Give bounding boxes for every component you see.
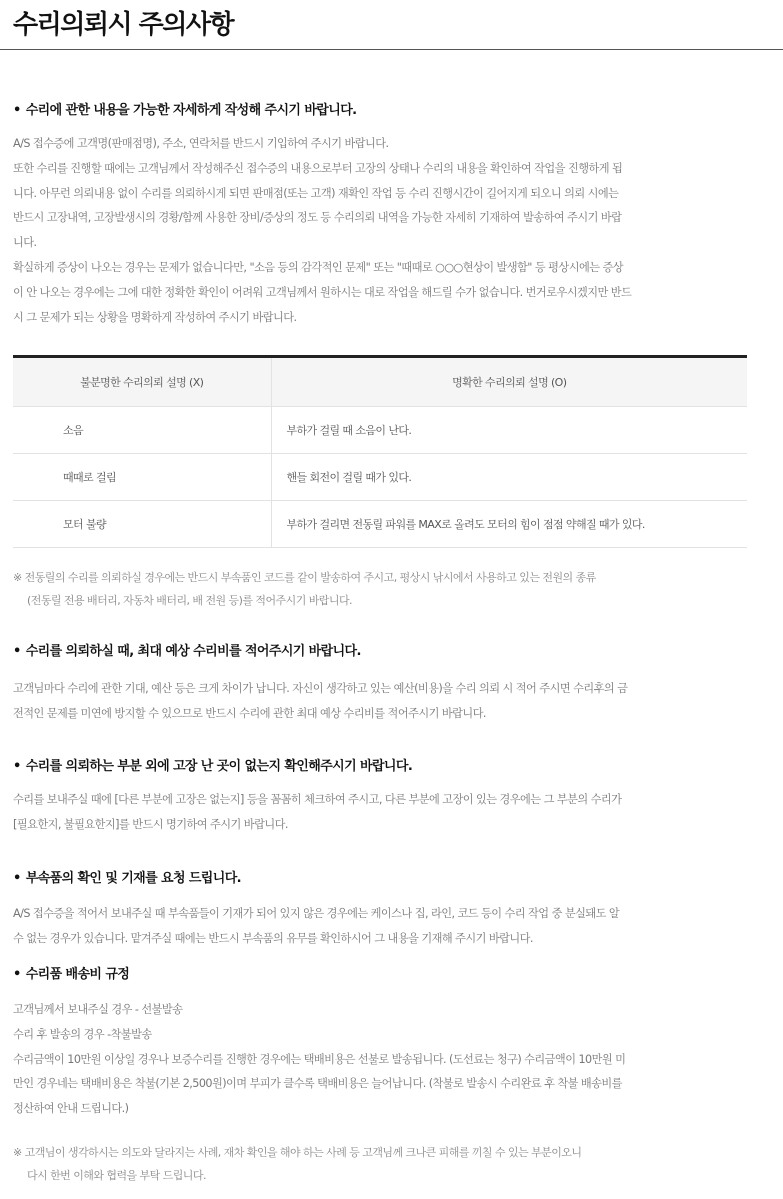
title-divider [0,49,783,50]
note-line: ※ 전동릴의 수리를 의뢰하실 경우에는 반드시 부속품인 코드를 같이 발송하여 주시고, 평상시 낚시에서 사용하고 있는 전원의 종류 [13,571,596,584]
section-heading-text: 수리에 관한 내용을 가능한 자세하게 작성해 주시기 바랍니다. [25,103,357,118]
table-cell-clear: 부하가 걸리면 전동릴 파워를 MAX로 올려도 모터의 힘이 점점 약해질 때가 있다. [271,501,747,548]
section-heading-text: 수리를 의뢰하실 때, 최대 예상 수리비를 적어주시기 바랍니다. [25,644,361,659]
table-row [13,501,747,548]
paragraph-line: 반드시 고장내역, 고장발생시의 경황/함께 사용한 장비/증상의 정도 등 수리의뢰 내역을 가능한 자세히 기재하여 발송하여 주시기 바랍 [13,211,622,225]
bullet-icon: • [13,103,21,118]
section-heading-shipping [13,963,129,982]
paragraph-line: 확실하게 증상이 나오는 경우는 문제가 없습니다만, "소음 등의 감각적인 문제" 또는 "때때로 ○○○현상이 발생함" 등 평상시에는 증상 [13,260,623,274]
table-row [13,454,747,501]
paragraph-line: [필요한지, 불필요한지]를 반드시 명기하여 주시기 바랍니다. [13,817,288,831]
table-cell-clear: 부하가 걸릴 때 소음이 난다. [271,407,747,454]
paragraph-line: 니다. [13,236,37,250]
paragraph-line: A/S 접수증에 고객명(판매점명), 주소, 연락처를 반드시 기입하여 주시기 바랍니다. [13,137,389,150]
page-title: 수리의뢰시 주의사항 [13,10,234,40]
note-cooperation [13,1141,753,1187]
note-electric-reel [13,566,753,612]
paragraph-line: 이 안 나오는 경우에는 그에 대한 정확한 확인이 어려워 고객님께서 원하시는 대로 작업을 해드릴 수가 없습니다. 번거로우시겠지만 반드 [13,285,632,299]
section-heading-text: 수리를 의뢰하는 부분 외에 고장 난 곳이 없는지 확인해주시기 바랍니다. [25,759,413,774]
section-heading-text: 부속품의 확인 및 기재를 요청 드립니다. [25,871,242,886]
bullet-icon: • [13,644,21,659]
note-line: 다시 한번 이해와 협력을 부탁 드립니다. [27,1169,206,1182]
paragraph-line: 니다. 아무런 의뢰내용 없이 수리를 의뢰하시게 되면 판매점(또는 고객) 재확인 작업 등 수리 진행시간이 길어지게 되오니 의뢰 시에는 [13,186,619,200]
section-heading-cost [13,640,361,659]
paragraph-line: 수 없는 경우가 있습니다. 맡겨주실 때에는 반드시 부속품의 유무를 확인하시어 그 내용을 기재해 주시기 바랍니다. [13,931,533,945]
section-heading-text: 수리품 배송비 규정 [25,967,130,982]
table-cell-unclear: 모터 불량 [13,501,271,548]
paragraph-line: A/S 접수증을 적어서 보내주실 때 부속품들이 기재가 되어 있지 않은 경우에는 케이스나 집, 라인, 코드 등이 수리 작업 중 분실돼도 알 [13,907,620,920]
repair-description-table [13,355,747,548]
table-row [13,407,747,454]
section-heading-accessories [13,867,241,886]
table-cell-clear: 핸들 회전이 걸릴 때가 있다. [271,454,747,501]
table-header-row [13,357,747,407]
note-line: ※ 고객님이 생각하시는 의도와 달라지는 사례, 재차 확인을 해야 하는 사례 등 고객님께 크나큰 피해를 끼칠 수 있는 부분이오니 [13,1146,582,1159]
table-header-unclear: 불분명한 수리의뢰 설명 (X) [13,357,271,407]
section-body-shipping [13,998,747,1122]
paragraph-line: 전적인 문제를 미연에 방지할 수 있으므로 반드시 수리에 관한 최대 예상 수리비를 적어주시기 바랍니다. [13,706,486,720]
paragraph-line: 수리 후 발송의 경우 -착불발송 [13,1027,152,1041]
bullet-icon: • [13,759,21,774]
section-heading-other-faults [13,755,412,774]
paragraph-line: 고객님마다 수리에 관한 기대, 예산 등은 크게 차이가 납니다. 자신이 생각하고 있는 예산(비용)을 수리 의뢰 시 적어 주시면 수리후의 금 [13,682,628,695]
paragraph-line: 또한 수리를 진행할 때에는 고객님께서 작성해주신 접수증의 내용으로부터 고장의 상태나 수리의 내용을 확인하여 작업을 진행하게 됩 [13,161,623,175]
section-body-cost [13,677,747,727]
table-header-clear: 명확한 수리의뢰 설명 (O) [271,357,747,407]
bullet-icon: • [13,967,21,982]
paragraph-line: 고객님께서 보내주실 경우 - 선불발송 [13,1003,183,1016]
section-body-detail [13,132,747,330]
section-heading-detail [13,99,357,118]
section-body-accessories [13,902,747,952]
table-cell-unclear: 소음 [13,407,271,454]
bullet-icon: • [13,871,21,886]
paragraph-line: 정산하여 안내 드립니다.) [13,1102,129,1116]
paragraph-line: 시 그 문제가 되는 상황을 명확하게 작성하여 주시기 바랍니다. [13,310,297,324]
paragraph-line: 만인 경우네는 택배비용은 착불(기본 2,500원)이며 부피가 클수록 택배비용은 늘어납니다. (착불로 발송시 수리완료 후 착불 배송비를 [13,1077,622,1091]
paragraph-line: 수리를 보내주실 때에 [다른 부분에 고장은 없는지] 등을 꼼꼼히 체크하여 주시고, 다른 부분에 고장이 있는 경우에는 그 부분의 수리가 [13,793,622,806]
table-cell-unclear: 때때로 걸림 [13,454,271,501]
note-line: (전동릴 전용 배터리, 자동차 배터리, 배 전원 등)를 적어주시기 바랍니다. [27,594,352,607]
paragraph-line: 수리금액이 10만원 이상일 경우나 보증수리를 진행한 경우에는 택배비용은 선불로 발송됩니다. (도선료는 청구) 수리금액이 10만원 미 [13,1052,626,1066]
section-body-other-faults [13,788,747,838]
